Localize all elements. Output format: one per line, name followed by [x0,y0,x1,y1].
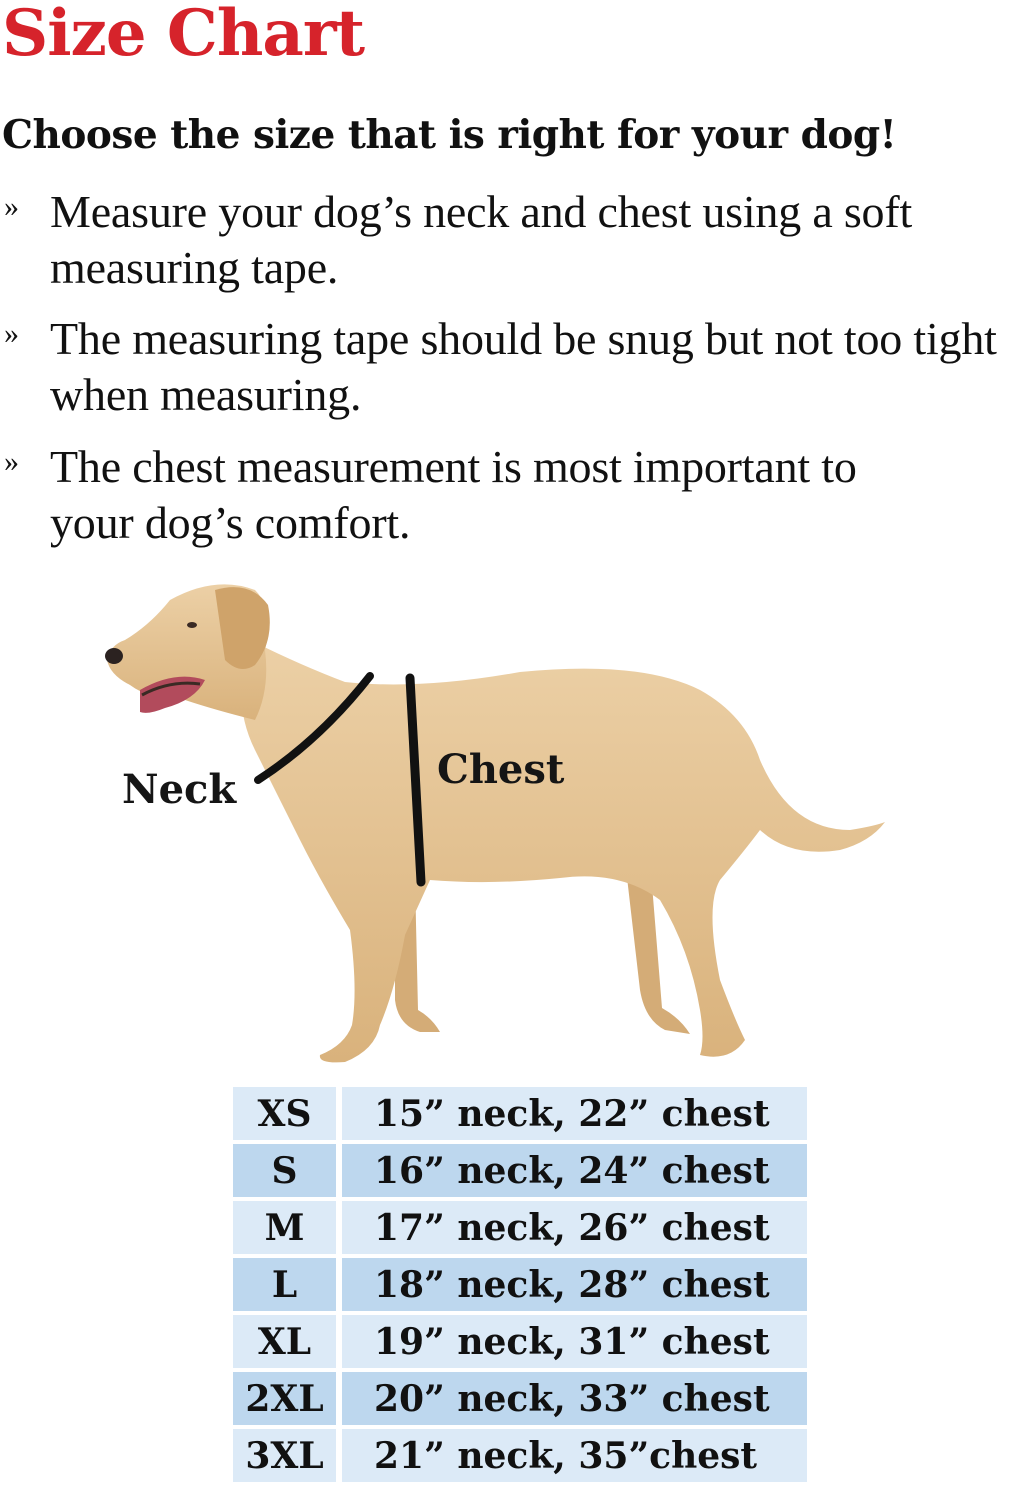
table-row [233,1144,807,1197]
size-cell: 3XL [233,1429,336,1482]
table-row [233,1429,807,1482]
instruction-text: Measure your dog’s neck and chest using a soft measuring tape. [50,186,913,293]
size-cell: M [233,1201,336,1254]
bullet-marker: » [4,445,19,478]
bullet-marker: » [4,317,19,350]
size-table [227,1083,813,1486]
table-row [233,1315,807,1368]
chest-label: Chest [437,746,565,793]
instruction-text: The chest measurement is most important to your dog’s comfort. [50,441,857,548]
measurement-cell: 19” neck, 31” chest [342,1315,807,1368]
instruction-text: The measuring tape should be snug but not too tight when measuring. [50,313,997,420]
dog-illustration [0,560,1019,1070]
page-title: Size Chart [2,0,365,71]
neck-label: Neck [122,766,237,813]
size-cell: L [233,1258,336,1311]
size-cell: 2XL [233,1372,336,1425]
table-row [233,1087,807,1140]
size-cell: XS [233,1087,336,1140]
dog-measurement-diagram [0,560,1019,1070]
size-cell: XL [233,1315,336,1368]
table-row [233,1372,807,1425]
measurement-cell: 18” neck, 28” chest [342,1258,807,1311]
measurement-cell: 21” neck, 35”chest [342,1429,807,1482]
measurement-cell: 15” neck, 22” chest [342,1087,807,1140]
measurement-cell: 17” neck, 26” chest [342,1201,807,1254]
table-row [233,1258,807,1311]
measurement-cell: 16” neck, 24” chest [342,1144,807,1197]
bullet-marker: » [4,190,19,223]
size-cell: S [233,1144,336,1197]
table-row [233,1201,807,1254]
page-subtitle: Choose the size that is right for your dog! [2,112,897,158]
measurement-cell: 20” neck, 33” chest [342,1372,807,1425]
